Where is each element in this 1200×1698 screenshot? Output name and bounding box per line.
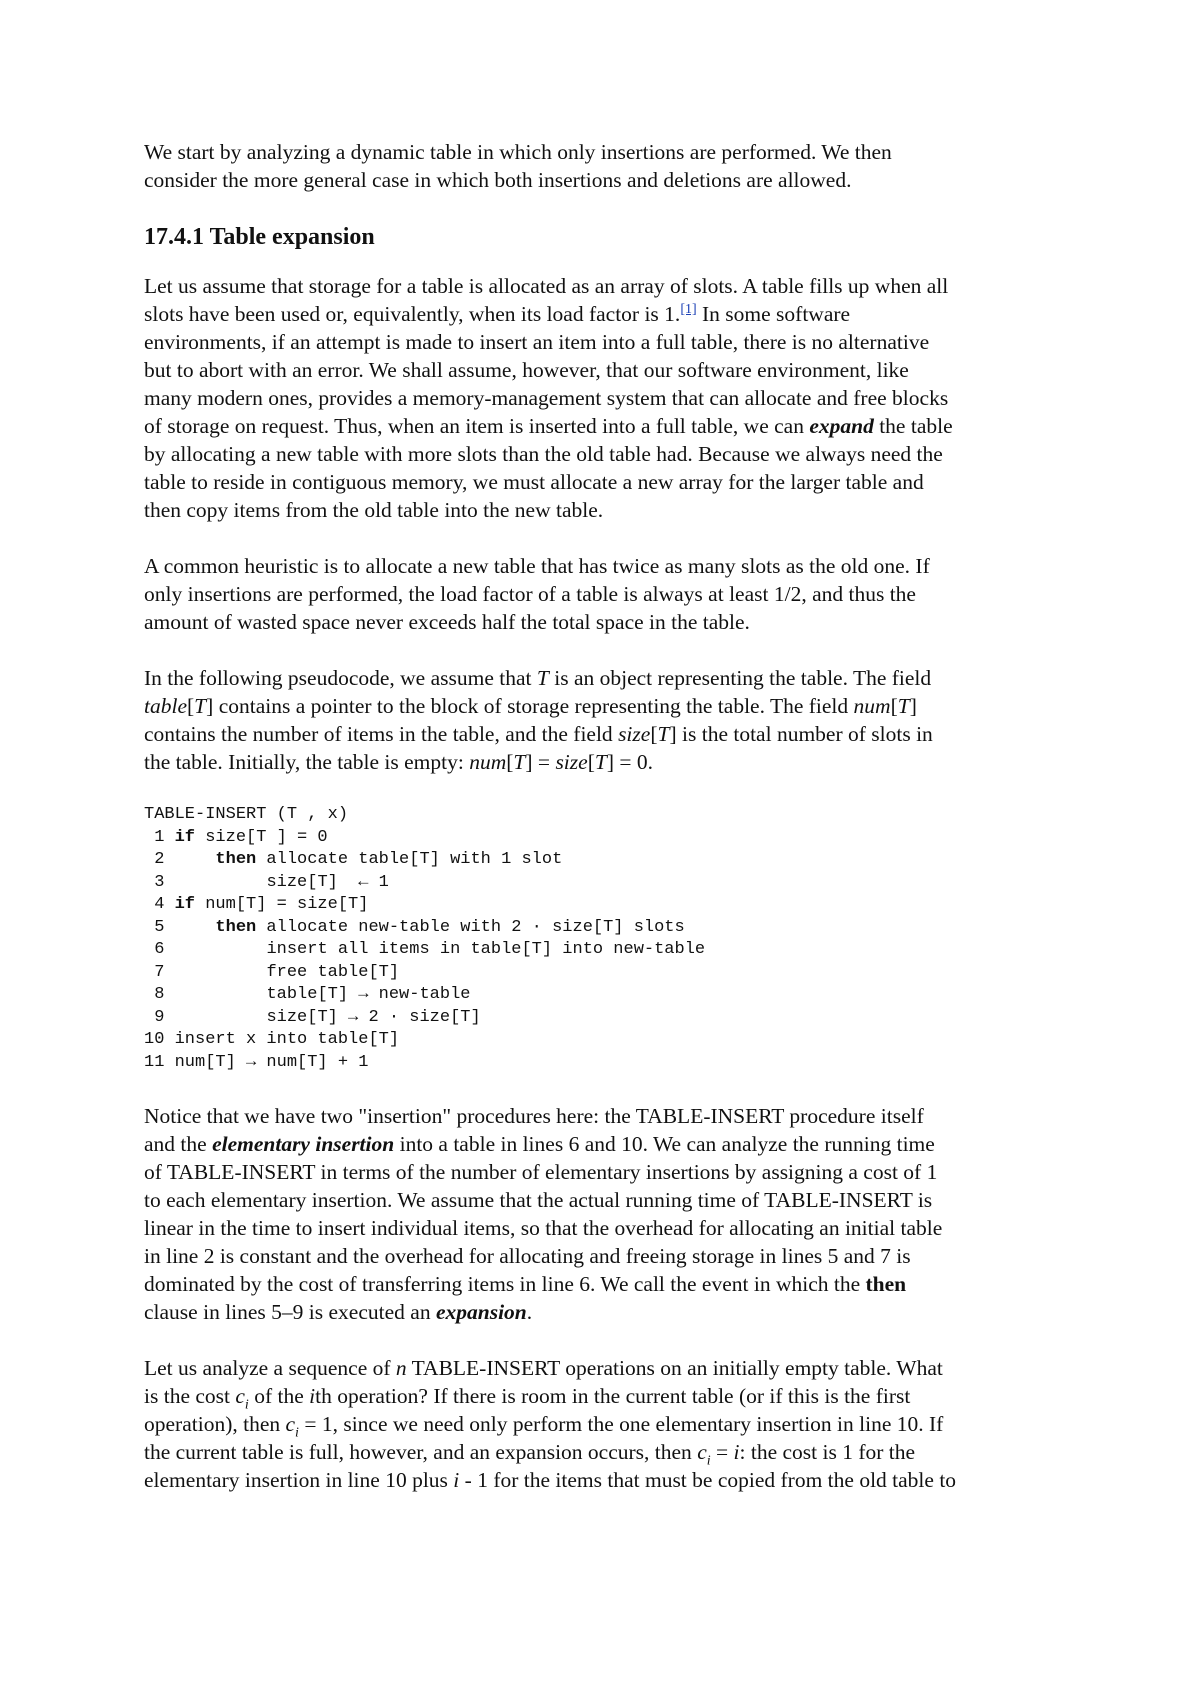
text-line: of storage on request. Thus, when an item is inserted into a full table, we can expand the table [144,414,953,438]
text-line: by allocating a new table with more slots than the old table had. Because we always need the [144,442,943,466]
text-line: table to reside in contiguous memory, we must allocate a new array for the larger table and [144,470,924,494]
text-line: amount of wasted space never exceeds half the total space in the table. [144,610,750,634]
text-line: to each elementary insertion. We assume that the actual running time of TABLE-INSERT is [144,1188,933,1212]
term-elementary-insertion: elementary insertion [212,1132,395,1156]
code-line: 4 if num[T] = size[T] [144,895,369,914]
code-line: 2 then allocate table[T] with 1 slot [144,850,563,869]
document-page [144,138,1074,1522]
code-header: TABLE-INSERT (T , x) [144,805,349,824]
text-line: linear in the time to insert individual items, so that the overhead for allocating an initial table [144,1216,943,1240]
text-line: in line 2 is constant and the overhead for allocating and freeing storage in lines 5 and 7 is [144,1244,911,1268]
term-expansion: expansion [435,1300,527,1324]
footnote-link[interactable]: [1] [680,301,697,317]
code-line: 3 size[T] ← 1 [144,872,389,892]
text-line: operation), then $c_i = 1$, since we need only perform the one elementary insertion in line 10. If [144,1412,944,1441]
text-line: environments, if an attempt is made to insert an item into a full table, there is no alternative [144,330,930,354]
text-line: elementary insertion in line 10 plus i - 1 for the items that must be copied from the old table to [144,1468,957,1492]
text-line: slots have been used or, equivalently, when its load factor is 1.[1] In some software [144,301,851,326]
text-line: Let us analyze a sequence of n TABLE-INSERT operations on an initially empty table. What [144,1356,943,1380]
code-line: 6 insert all items in table[T] into new-table [144,940,706,959]
code-line: 5 then allocate new-table with 2 · size[T] slots [144,917,685,937]
code-line: 10 insert x into table[T] [144,1030,400,1049]
code-line: 9 size[T] → 2 · size[T] [144,1007,481,1027]
paragraph-pseudocode-intro [144,664,1074,776]
paragraph-cost-analysis [144,1354,1074,1494]
text-line: but to abort with an error. We shall assume, however, that our software environment, like [144,358,909,382]
text-line: the current table is full, however, and an expansion occurs, then $c_i = i$: the cost is 1 for the [144,1440,916,1469]
text-line: dominated by the cost of transferring items in line 6. We call the event in which the then [144,1272,907,1296]
text-line: is the cost $c_i$ of the ith operation? If there is room in the current table (or if this is the first [144,1384,911,1413]
paragraph-heuristic [144,552,1074,636]
text-line: In the following pseudocode, we assume that T is an object representing the table. The field [144,666,932,690]
text-line: Notice that we have two "insertion" procedures here: the TABLE-INSERT procedure itself [144,1104,924,1128]
text-line: and the elementary insertion into a table in lines 6 and 10. We can analyze the running time [144,1132,935,1156]
text-line: only insertions are performed, the load factor of a table is always at least 1/2, and thus the [144,582,916,606]
text-line: many modern ones, provides a memory-management system that can allocate and free blocks [144,386,949,410]
code-line: 1 if size[T ] = 0 [144,827,328,847]
intro-paragraph [144,138,1074,194]
text-line: A common heuristic is to allocate a new table that has twice as many slots as the old one. If [144,554,930,578]
code-line: 7 free table[T] [144,962,400,982]
paragraph-table-storage [144,272,1074,524]
code-line: 11 num[T] → num[T] + 1 [144,1052,369,1072]
text-line: the table. Initially, the table is empty: num[T] = size[T] = 0. [144,750,654,774]
term-expand: expand [809,414,874,438]
pseudocode-block [144,804,1074,1074]
text-line: Let us assume that storage for a table is allocated as an array of slots. A table fills up when all [144,274,949,298]
text-line: clause in lines 5–9 is executed an expansion. [144,1300,533,1324]
text-line: table[T] contains a pointer to the block of storage representing the table. The field num[T] [144,694,917,718]
section-heading: 17.4.1 Table expansion [144,224,375,250]
code-line: 8 table[T] → new-table [144,985,471,1004]
text-line: of TABLE-INSERT in terms of the number of elementary insertions by assigning a cost of 1 [144,1160,938,1184]
paragraph-elementary-insertion [144,1102,1074,1326]
text-line: consider the more general case in which both insertions and deletions are allowed. [144,168,852,192]
text-line: We start by analyzing a dynamic table in which only insertions are performed. We then [144,140,892,164]
text-line: contains the number of items in the table, and the field size[T] is the total number of slots in [144,722,933,746]
text-line: then copy items from the old table into the new table. [144,498,604,522]
